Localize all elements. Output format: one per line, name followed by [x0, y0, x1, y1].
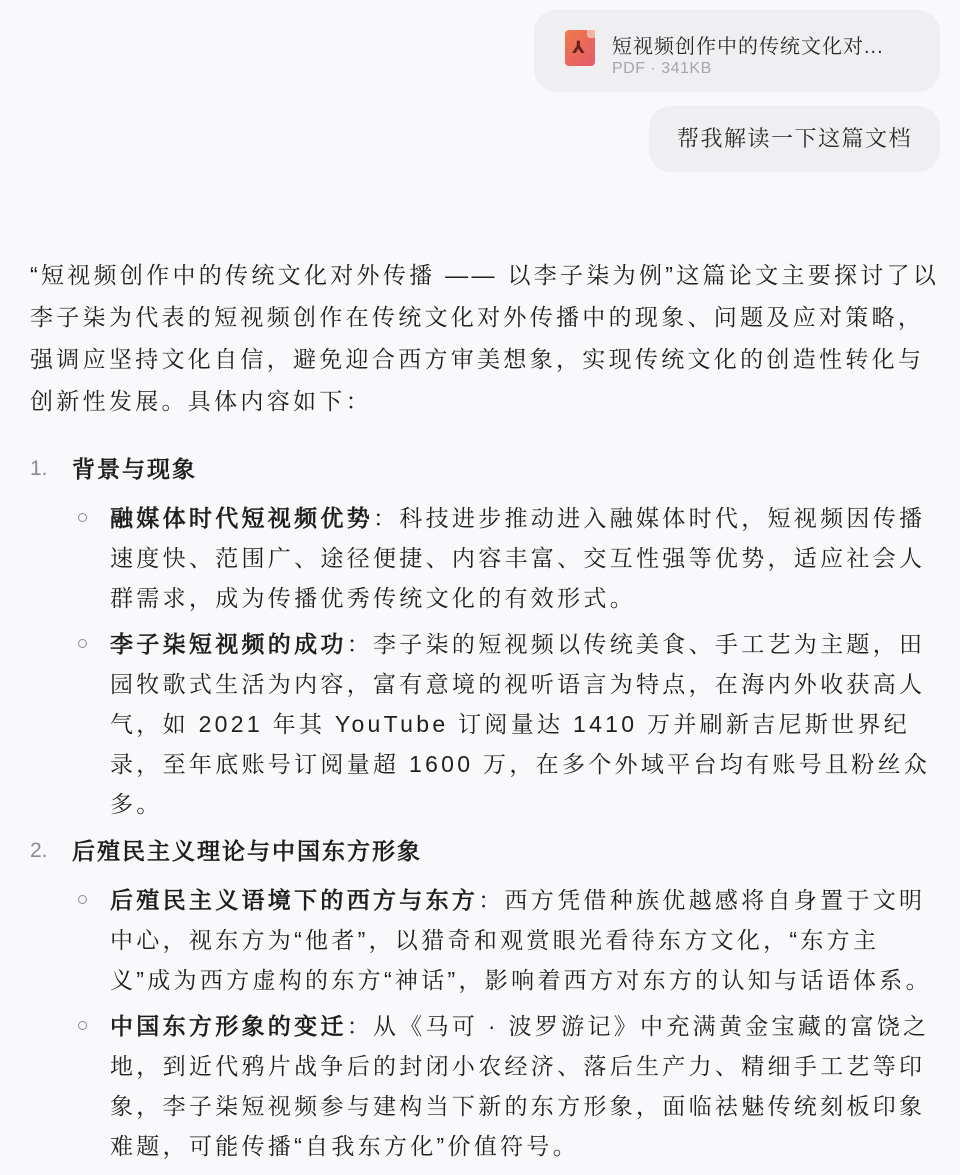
section-item — [30, 830, 940, 1166]
item-text: ：科技进步推动进入融媒体时代，短视频因传播速度快、范围广、途径便捷、内容丰富、交互性强等优势，适应社会人群需求，成为传播优秀传统文化的有效形式。 — [110, 505, 926, 611]
list-item — [72, 1006, 940, 1166]
section-title: 背景与现象 — [72, 456, 197, 482]
attachment-card[interactable] — [534, 10, 940, 92]
section-number: 2. — [30, 839, 48, 862]
bullet-icon — [78, 895, 87, 904]
attachment-meta: PDF · 341KB — [612, 60, 712, 77]
user-message: 帮我解读一下这篇文档 — [649, 106, 940, 172]
item-text: ：李子柒的短视频以传统美食、手工艺为主题，田园牧歌式生活为内容，富有意境的视听语言为特点，在海内外收获高人气，如 2021 年其 YouTube 订阅量达 1410 万并刷新吉尼斯世界纪录，至年底账号订阅量超 1600 万，在多个外域平台均有账号且粉丝众多。 — [110, 631, 931, 817]
bullet-icon — [78, 1021, 87, 1030]
attachment-name: 短视频创作中的传统文化对... — [612, 36, 884, 58]
pdf-icon: ⅄ — [565, 30, 595, 66]
item-text: ：从《马可 · 波罗游记》中充满黄金宝藏的富饶之地，到近代鸦片战争后的封闭小农经济、落后生产力、精细手工艺等印象，李子柒短视频参与建构当下新的东方形象，面临祛魅传统刻板印象难题，可能传播“自我东方化”价值符号。 — [110, 1013, 930, 1159]
assistant-answer — [30, 254, 940, 1172]
bullet-icon — [78, 513, 87, 522]
section-number: 1. — [30, 457, 48, 480]
item-text: ：西方凭借种族优越感将自身置于文明中心，视东方为“他者”，以猎奇和观赏眼光看待东方文化，“东方主义”成为西方虚构的东方“神话”，影响着西方对东方的认知与话语体系。 — [110, 887, 932, 993]
bullet-icon — [78, 639, 87, 648]
list-item — [72, 624, 940, 824]
list-item — [72, 498, 940, 618]
section-item — [30, 448, 940, 824]
item-term: 后殖民主义语境下的西方与东方 — [110, 887, 479, 913]
item-term: 李子柒短视频的成功 — [110, 631, 347, 657]
answer-intro: “短视频创作中的传统文化对外传播 —— 以李子柒为例”这篇论文主要探讨了以李子柒为代表的短视频创作在传统文化对外传播中的现象、问题及应对策略，强调应坚持文化自信，避免迎合西方审美想象，实现传统文化的创造性转化与创新性发展。具体内容如下： — [30, 262, 940, 414]
item-term: 融媒体时代短视频优势 — [110, 505, 373, 531]
section-list — [30, 448, 940, 1166]
list-item — [72, 880, 940, 1000]
item-term: 中国东方形象的变迁 — [110, 1013, 347, 1039]
section-title: 后殖民主义理论与中国东方形象 — [72, 838, 422, 864]
